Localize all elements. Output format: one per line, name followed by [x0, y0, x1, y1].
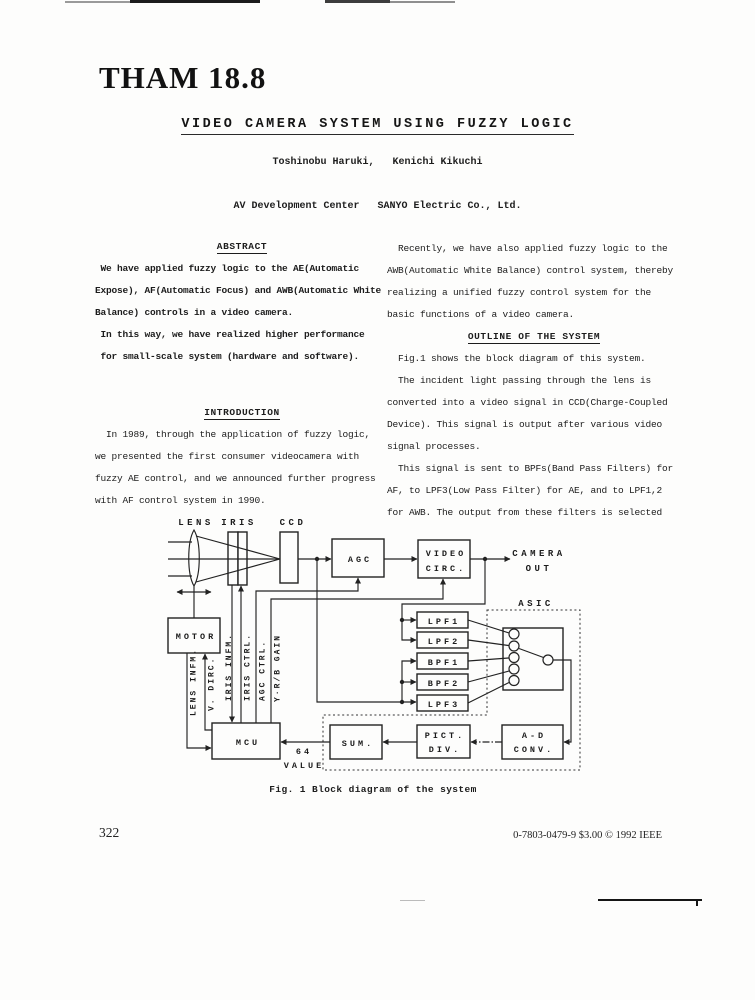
text-line: Device). This signal is output after various video — [387, 419, 663, 430]
figure-caption: Fig. 1 Block diagram of the system — [269, 784, 477, 795]
value64-label-line1: 64 — [295, 747, 313, 757]
block-diagram-figure — [130, 505, 620, 805]
lpf3-box-label: LPF3 — [427, 700, 461, 710]
lpf2-box-label: LPF2 — [427, 637, 461, 647]
text-line: Recently, we have also applied fuzzy logic to the — [387, 243, 668, 254]
text-line: In 1989, through the application of fuzzy logic, — [95, 429, 371, 440]
session-code: THAM 18.8 — [99, 60, 267, 95]
lens-shape — [189, 530, 200, 586]
selector-contact-5 — [509, 676, 519, 686]
camera-out-label-line2: OUT — [525, 564, 553, 574]
introduction-heading: INTRODUCTION — [204, 407, 280, 418]
junction-dot — [315, 557, 319, 561]
text-line: for AWB. The output from these filters is selected — [387, 507, 663, 518]
text-line: basic functions of a video camera. — [387, 309, 575, 320]
v-dirc-bus-label: V. DIRC. — [207, 656, 217, 711]
text-line: Expose), AF(Automatic Focus) and AWB(Automatic White — [95, 285, 382, 296]
text-line: This signal is sent to BPFs(Band Pass Filters) for — [387, 463, 674, 474]
selector-contact-4 — [509, 664, 519, 674]
agc-ctrl-bus-label: AGC CTRL. — [258, 639, 268, 701]
scan-artifact-top-4 — [390, 1, 455, 3]
bpf2-box-label: BPF2 — [427, 679, 461, 689]
text-line: AF, to LPF3(Low Pass Filter) for AE, and to LPF1,2 — [387, 485, 663, 496]
value64-label-line2: VALUE — [283, 761, 325, 771]
right-column — [387, 238, 681, 524]
junction-dot — [483, 557, 487, 561]
left-column — [95, 236, 389, 512]
junction-dot — [400, 700, 404, 704]
motor-box-label: MOTOR — [175, 632, 217, 642]
lpf1-box-label: LPF1 — [427, 617, 461, 627]
text-line: realizing a unified fuzzy control system for the — [387, 287, 652, 298]
text-line: fuzzy AE control, and we announced further progress — [95, 473, 376, 484]
sum-box-label: SUM. — [341, 739, 375, 749]
text-line: Balance) controls in a video camera. — [95, 307, 294, 318]
text-line: The incident light passing through the lens is — [387, 375, 652, 386]
introduction-text — [95, 424, 389, 512]
iris-ctrl-bus-label: IRIS CTRL. — [243, 632, 253, 701]
video-box-label-line2: CIRC. — [425, 564, 467, 574]
authors: Toshinobu Haruki, Kenichi Kikuchi — [272, 157, 483, 168]
right-paragraph-3 — [387, 370, 681, 524]
text-line: We have applied fuzzy logic to the AE(Automatic — [95, 263, 360, 274]
agc-box-label: AGC — [347, 555, 373, 565]
scan-artifact-top-2 — [130, 0, 260, 3]
junction-dot — [400, 618, 404, 622]
iris-label: IRIS — [221, 518, 257, 528]
scan-artifact-bottom-faint — [400, 900, 425, 901]
text-line: signal processes. — [387, 441, 481, 452]
y-rb-gain-bus-label: Y·R/B GAIN — [273, 633, 283, 702]
lens-label: LENS — [178, 518, 214, 528]
text-line: AWB(Automatic White Balance) control system, thereby — [387, 265, 674, 276]
iris-infm-bus-label: IRIS INFM. — [225, 632, 234, 701]
text-line: Fig.1 shows the block diagram of this system. — [387, 353, 646, 364]
paper-title: VIDEO CAMERA SYSTEM USING FUZZY LOGIC — [0, 117, 755, 132]
scan-artifact-top-3 — [325, 0, 390, 3]
pict-box-label-line1: PICT. — [424, 731, 466, 741]
affiliation: AV Development Center SANYO Electric Co., Ltd. — [233, 201, 522, 212]
selector-contact-3 — [509, 653, 519, 663]
lpf3-to-selector — [468, 683, 509, 704]
scan-artifact-top-1 — [65, 1, 130, 3]
camera-out-label-line1: CAMERA — [512, 549, 566, 559]
selector-output-contact — [543, 655, 553, 665]
right-paragraph-2 — [387, 348, 681, 370]
scan-artifact-bottom-tick — [696, 899, 698, 906]
mcu-box-label: MCU — [235, 738, 261, 748]
outline-heading: OUTLINE OF THE SYSTEM — [467, 331, 601, 342]
text-line: In this way, we have realized higher performance — [95, 329, 365, 340]
asic-label: ASIC — [518, 599, 554, 609]
page-number: 322 — [99, 825, 120, 840]
text-line: for small-scale system (hardware and software). — [95, 351, 360, 362]
scan-artifact-bottom-line — [598, 899, 702, 901]
selector-contact-1 — [509, 629, 519, 639]
text-line: we presented the first consumer videocamera with — [95, 451, 360, 462]
ad-box-label-line2: CONV. — [513, 745, 555, 755]
copyright-notice: 0-7803-0479-9 $3.00 © 1992 IEEE — [513, 830, 662, 841]
ccd-label: CCD — [279, 518, 307, 528]
lens-infm-bus-label: LENS INFM. — [189, 647, 199, 716]
abstract-heading: ABSTRACT — [216, 241, 268, 252]
pict-box-label-line2: DIV. — [428, 745, 462, 755]
ad-box-label-line1: A-D — [521, 731, 547, 741]
text-line: with AF control system in 1990. — [95, 495, 266, 506]
junction-dot — [400, 680, 404, 684]
selector-contact-2 — [509, 641, 519, 651]
right-paragraph-1 — [387, 238, 681, 326]
ccd-box — [280, 532, 298, 583]
video-box-label-line1: VIDEO — [425, 549, 467, 559]
abstract-text — [95, 258, 389, 368]
bpf1-box-label: BPF1 — [427, 658, 461, 668]
text-line: converted into a video signal in CCD(Charge-Coupled — [387, 397, 668, 408]
lpf1-to-selector — [468, 620, 509, 633]
